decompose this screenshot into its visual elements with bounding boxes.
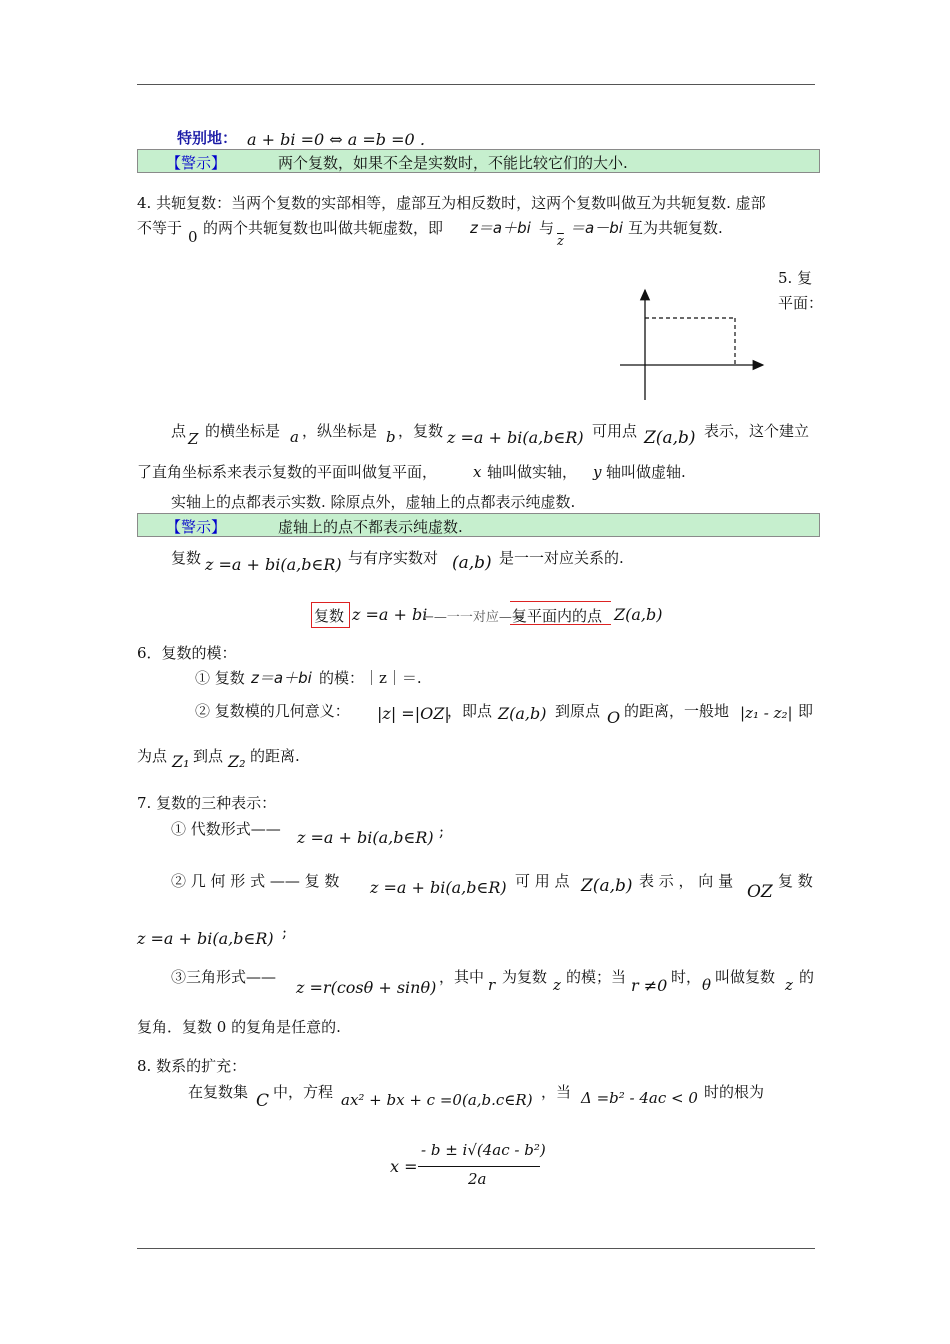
warning-box-2 bbox=[137, 513, 820, 537]
s6-item1-a: ① 复数 bbox=[195, 669, 245, 687]
s8-l1-d: 时的根为 bbox=[704, 1083, 765, 1101]
corr-c: 是一一对应关系的. bbox=[499, 549, 624, 567]
s4-line2-a: 不等于 bbox=[137, 219, 183, 237]
s7-i2-end: ; bbox=[282, 923, 288, 941]
mapping-right-overline bbox=[510, 601, 611, 602]
s8-C: C bbox=[256, 1091, 270, 1111]
complex-plane-diagram bbox=[615, 282, 770, 404]
warning-box-1 bbox=[137, 149, 820, 173]
s7-i2-c: 表 示 ， 向 量 bbox=[639, 872, 734, 890]
s7-i3-z: z bbox=[553, 976, 561, 994]
s7-i3-a: ③三角形式—— bbox=[171, 968, 277, 986]
s4-line2-e: 互为共轭复数. bbox=[628, 219, 723, 237]
s7-i2-a: ② 几 何 形 式 —— 复 数 bbox=[171, 872, 340, 890]
s7-i2-line2: z =a + bi(a,b∈R) bbox=[137, 929, 274, 948]
s6-item2-e: 即 bbox=[798, 702, 814, 720]
p5-a: 点 bbox=[171, 422, 187, 440]
p5-l2-a: 了直角坐标系来表示复数的平面叫做复平面， bbox=[137, 463, 438, 481]
s7-i3-z2: z bbox=[785, 976, 793, 994]
p5-Z: Z bbox=[188, 430, 199, 448]
s6-Z1: Z₁ bbox=[172, 752, 190, 771]
root-denominator: 2a bbox=[468, 1170, 487, 1188]
p5-f2: Z(a,b) bbox=[644, 428, 696, 448]
s4-line1: 4. 共轭复数：当两个复数的实部相等，虚部互为相反数时，这两个复数叫做互为共轭复数. 虚部 bbox=[137, 194, 766, 212]
s7-i3-theta: θ bbox=[702, 976, 712, 994]
s6-item2-b: ，即点 bbox=[447, 702, 493, 720]
corr-b: 与有序实数对 bbox=[348, 549, 439, 567]
s7-i3-b: ，其中 bbox=[439, 968, 485, 986]
warning-tag: 【警示】 bbox=[166, 154, 227, 172]
s4-line2-b: 的两个共轭复数也叫做共轭虚数，即 bbox=[203, 219, 444, 237]
s4-zbar-formula: ＝a－bi bbox=[570, 219, 623, 237]
s6-heading: 6．复数的模： bbox=[137, 644, 237, 662]
mapping-right: 复平面内的点 bbox=[512, 607, 603, 625]
s6-item2-f2: Z(a,b) bbox=[498, 704, 547, 723]
p5-d: ，复数 bbox=[398, 422, 444, 440]
s5-heading-1: 5. 复 bbox=[778, 269, 813, 287]
warning-tag: 【警示】 bbox=[166, 518, 227, 536]
s6-item2-O: O bbox=[607, 708, 621, 727]
header-rule bbox=[137, 84, 815, 85]
p5-y: y bbox=[593, 463, 602, 481]
s6-item1-b: z＝a＋bi bbox=[251, 669, 312, 687]
s8-l1-c: ，当 bbox=[541, 1083, 572, 1101]
p5-l2-c: 轴叫做虚轴. bbox=[606, 463, 686, 481]
s6-item2-f3: |z₁ - z₂| bbox=[740, 704, 793, 722]
corr-f1: z =a + bi(a,b∈R) bbox=[205, 555, 342, 574]
mapping-formula: z =a + bi bbox=[352, 605, 428, 624]
s8-f: ax² + bx + c =0(a,b.c∈R) bbox=[341, 1091, 533, 1109]
s7-i1-end: ; bbox=[439, 822, 445, 840]
s7-i2-OZ: OZ bbox=[747, 882, 773, 902]
p5-l3: 实轴上的点都表示实数. 除原点外，虚轴上的点都表示纯虚数. bbox=[171, 493, 576, 511]
s7-i3-line2: 复角．复数 0 的复角是任意的. bbox=[137, 1018, 341, 1036]
s6-line-a: 为点 bbox=[137, 747, 168, 765]
s6-item1-c: 的模：｜z｜＝. bbox=[319, 669, 422, 687]
mapping-point: Z(a,b) bbox=[614, 605, 663, 624]
p5-b2: b bbox=[386, 428, 396, 446]
root-lhs: x = bbox=[390, 1157, 418, 1176]
s7-i3-e: 时， bbox=[671, 968, 702, 986]
mapping-left: 复数 bbox=[314, 607, 345, 625]
s6-line-c: 的距离. bbox=[250, 747, 300, 765]
p5-x: x bbox=[473, 463, 482, 481]
s7-i2-d: 复 数 bbox=[778, 872, 813, 890]
p5-f1: z =a + bi(a,b∈R) bbox=[447, 428, 584, 447]
root-numerator: - b ± i√(4ac - b²) bbox=[421, 1141, 546, 1159]
p5-a2: a bbox=[290, 428, 299, 446]
s4-zbar: $\overline{z}$ bbox=[557, 234, 564, 249]
s6-Z2: Z₂ bbox=[228, 752, 246, 771]
s7-i3-d: 的模；当 bbox=[566, 968, 627, 986]
footer-rule bbox=[137, 1248, 815, 1249]
s8-l1-a: 在复数集 bbox=[188, 1083, 249, 1101]
s7-i2-f: z =a + bi(a,b∈R) bbox=[370, 878, 507, 897]
p5-c: ，纵坐标是 bbox=[302, 422, 378, 440]
mapping-arrow: ←—一一对应—→ bbox=[423, 610, 523, 625]
s6-item2-c: 到原点 bbox=[555, 702, 601, 720]
s4-z-formula: z＝a＋bi bbox=[470, 219, 531, 237]
s4-line2-c: 与 bbox=[539, 219, 555, 237]
s7-i2-f2: Z(a,b) bbox=[581, 876, 633, 896]
s6-item2-a: ② 复数模的几何意义： bbox=[195, 702, 350, 720]
s8-heading: 8. 数系的扩充： bbox=[137, 1057, 247, 1075]
s7-i1-f: z =a + bi(a,b∈R) bbox=[297, 828, 434, 847]
s7-i3-c: 为复数 bbox=[502, 968, 548, 986]
s8-f2: Δ =b² - 4ac < 0 bbox=[581, 1089, 698, 1107]
s8-l1-b: 中，方程 bbox=[273, 1083, 334, 1101]
p5-b: 的横坐标是 bbox=[205, 422, 281, 440]
corr-f2: (a,b) bbox=[452, 553, 492, 573]
p5-g: 表示，这个建立 bbox=[704, 422, 810, 440]
s7-i3-f2: r ≠0 bbox=[631, 976, 668, 995]
s6-item2-f: |z| =|OZ| bbox=[377, 704, 450, 723]
s6-item2-d: 的距离，一般地 bbox=[624, 702, 730, 720]
fraction-bar bbox=[418, 1166, 540, 1167]
s6-line-b: 到点 bbox=[193, 747, 224, 765]
warning-text: 虚轴上的点不都表示纯虚数. bbox=[278, 518, 463, 536]
s7-i3-h: 的 bbox=[799, 968, 815, 986]
s5-heading-2: 平面： bbox=[778, 294, 824, 312]
warning-text: 两个复数，如果不全是实数时，不能比较它们的大小. bbox=[278, 154, 628, 172]
special-formula: a + bi =0 ⇔ a =b =0 ． bbox=[247, 130, 436, 149]
s7-i2-b: 可 用 点 bbox=[515, 872, 570, 890]
special-label: 特别地： bbox=[177, 129, 238, 147]
s7-heading: 7. 复数的三种表示： bbox=[137, 794, 277, 812]
s4-zero: 0 bbox=[188, 228, 198, 246]
p5-l2-b: 轴叫做实轴， bbox=[487, 463, 578, 481]
s7-i3-r: r bbox=[488, 976, 496, 994]
p5-e: 可用点 bbox=[592, 422, 638, 440]
s7-i1-a: ① 代数形式—— bbox=[171, 820, 281, 838]
s7-i3-g: 叫做复数 bbox=[715, 968, 776, 986]
s7-i3-f: z =r(cosθ + sinθ) bbox=[296, 978, 437, 997]
corr-a: 复数 bbox=[171, 549, 202, 567]
